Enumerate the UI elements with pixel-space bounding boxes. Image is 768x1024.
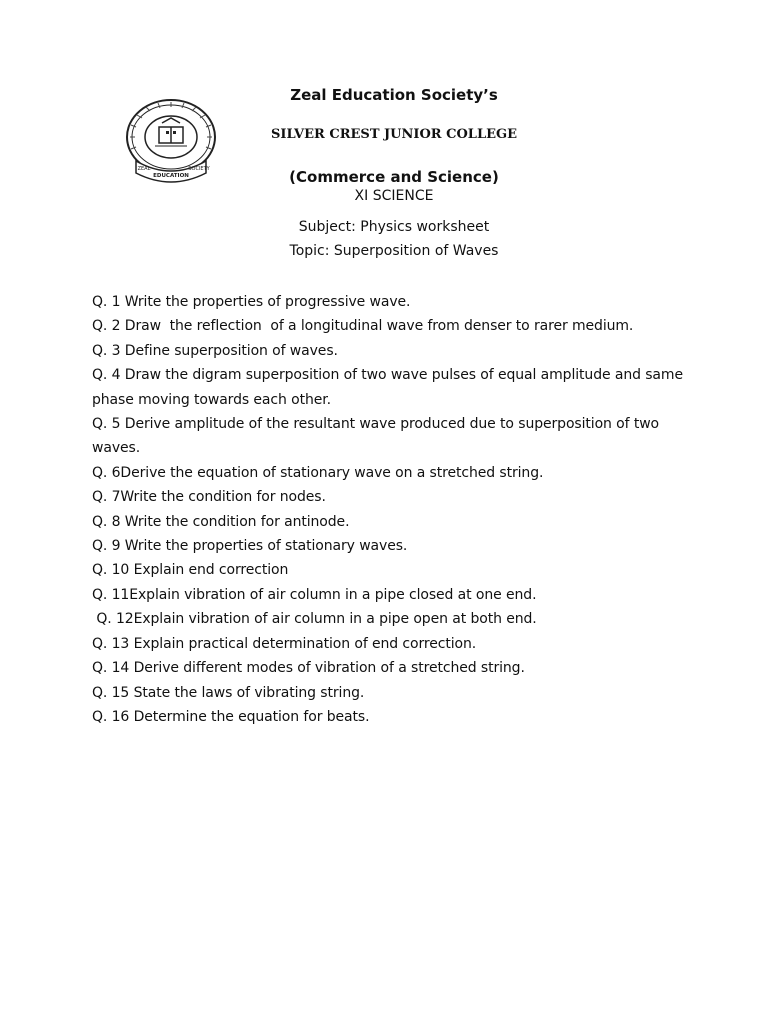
question-item: Q. 1 Write the properties of progressive wave. <box>92 294 411 310</box>
question-item: Q. 8 Write the condition for antinode. <box>92 513 350 530</box>
question-item: Q. 13 Explain practical determination of end correction. <box>92 635 477 652</box>
question-item: Q. 3 Define superposition of waves. <box>92 342 338 359</box>
question-item: Q. 11Explain vibration of air column in a pipe closed at one end. <box>92 586 537 603</box>
seal-right-text: SOCIETY <box>188 166 210 172</box>
question-item: Q. 15 State the laws of vibrating string. <box>92 684 365 701</box>
class-label: XI SCIENCE <box>354 188 434 204</box>
question-item: Q. 4 Draw the digram superposition of two wave pulses of equal amplitude and same phase moving towards each other. <box>92 367 688 408</box>
question-item: Q. 5 Derive amplitude of the resultant wave produced due to superposition of two waves. <box>92 416 664 457</box>
question-item: Q. 2 Draw the reflection of a longitudinal wave from denser to rarer medium. <box>92 318 634 335</box>
question-item: Q. 12Explain vibration of air column in a pipe open at both end. <box>92 611 537 628</box>
seal-left-text: ZEAL <box>137 166 151 172</box>
society-name: Zeal Education Society’s <box>290 86 498 104</box>
question-list <box>92 290 702 729</box>
seal-bottom-text: EDUCATION <box>153 173 189 179</box>
question-item: Q. 16 Determine the equation for beats. <box>92 708 370 725</box>
topic-label: Topic: Superposition of Waves <box>289 243 499 259</box>
subject-label: Subject: Physics worksheet <box>298 219 490 235</box>
stream-label: (Commerce and Science) <box>289 168 499 186</box>
question-item: Q. 14 Derive different modes of vibration of a stretched string. <box>92 660 525 677</box>
question-item: Q. 7Write the condition for nodes. <box>92 489 326 506</box>
question-item: Q. 6Derive the equation of stationary wave on a stretched string. <box>92 464 544 481</box>
question-item: Q. 9 Write the properties of stationary waves. <box>92 538 408 555</box>
college-name: SILVER CREST JUNIOR COLLEGE <box>270 127 518 142</box>
question-item: Q. 10 Explain end correction <box>92 562 289 579</box>
